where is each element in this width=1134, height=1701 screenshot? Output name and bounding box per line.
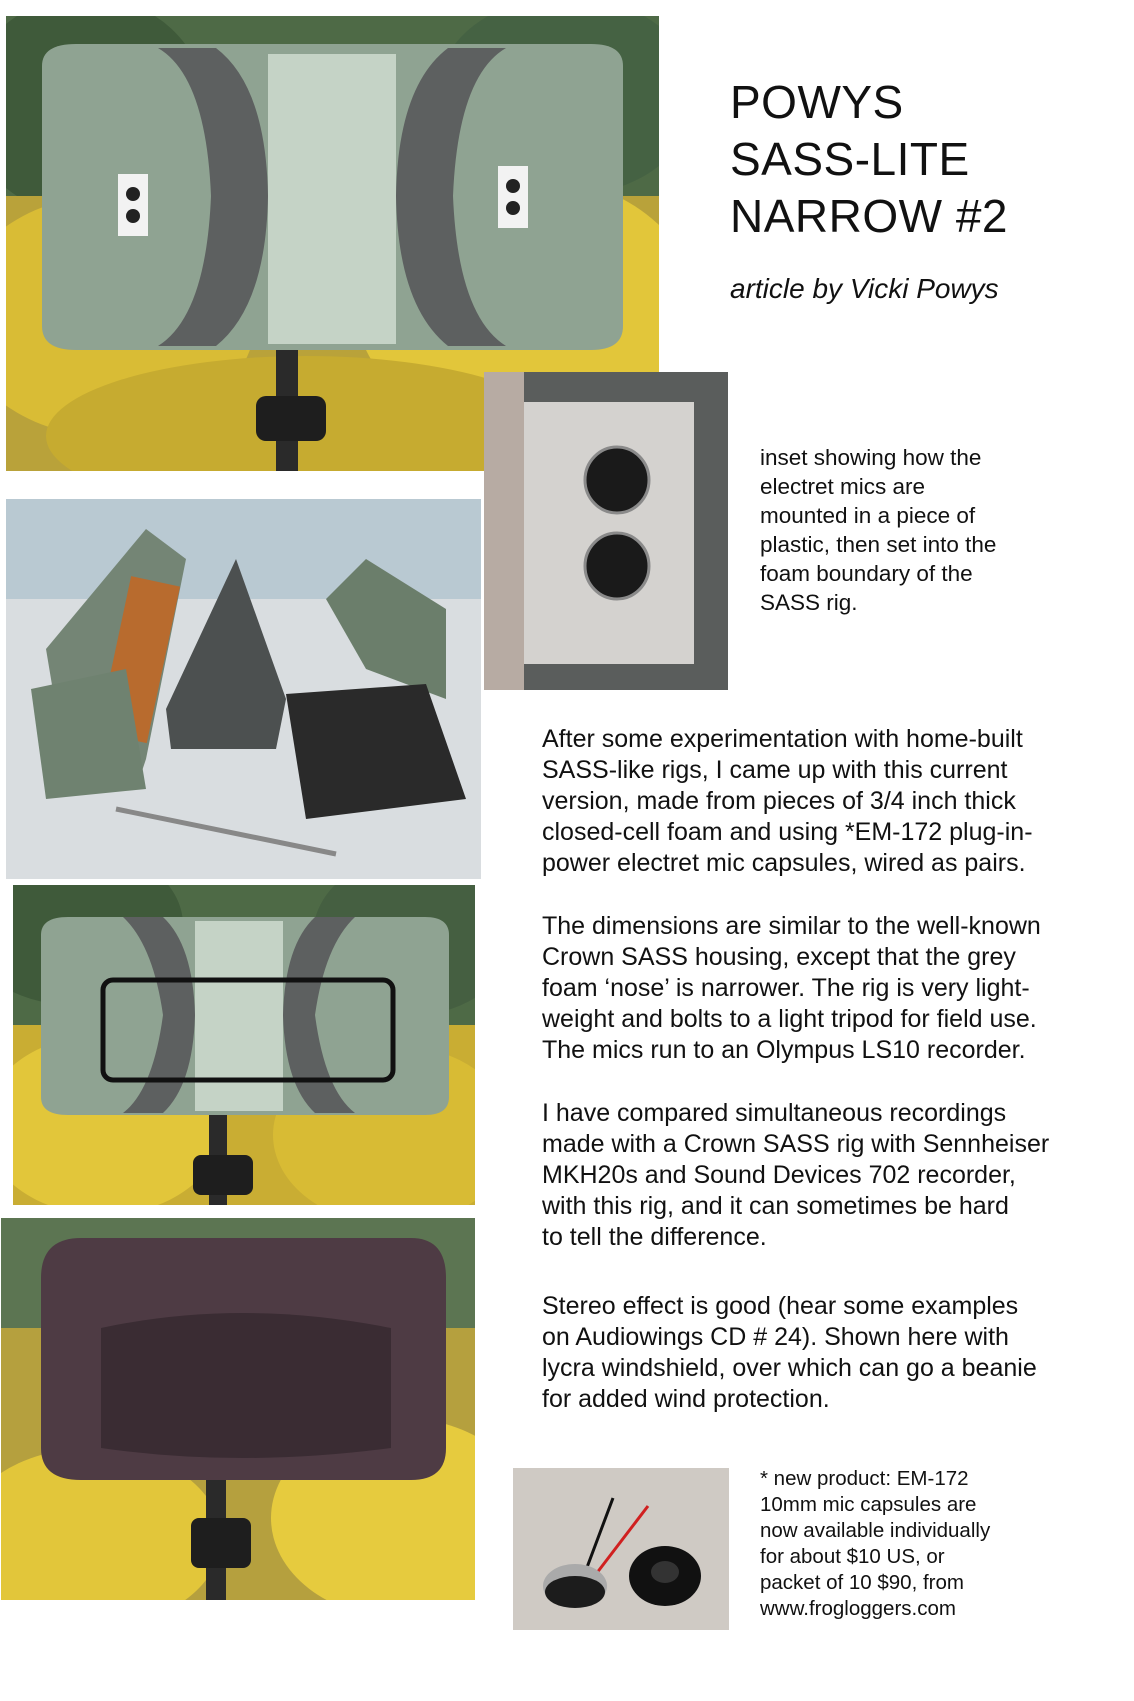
caption-line: foam boundary of the xyxy=(760,561,973,586)
paragraph-line: version, made from pieces of 3/4 inch thick xyxy=(542,787,1016,815)
byline: article by Vicki Powys xyxy=(730,273,999,304)
caption-line: SASS rig. xyxy=(760,590,858,615)
caption-line: mounted in a piece of xyxy=(760,503,976,528)
paragraph-line: power electret mic capsules, wired as pairs. xyxy=(542,849,1026,877)
paragraph-line: Crown SASS housing, except that the grey xyxy=(542,943,1016,971)
photo-em172-capsule xyxy=(513,1468,729,1630)
photo-rig-parts xyxy=(6,499,481,879)
caption-line: plastic, then set into the xyxy=(760,532,997,557)
paragraph-line: lycra windshield, over which can go a beanie xyxy=(542,1354,1037,1382)
caption-line: inset showing how the xyxy=(760,445,982,470)
paragraph-line: to tell the difference. xyxy=(542,1223,767,1251)
footnote-line: 10mm mic capsules are xyxy=(760,1493,977,1516)
paragraph-line: MKH20s and Sound Devices 702 recorder, xyxy=(542,1161,1016,1189)
page-title xyxy=(730,74,1110,245)
title-line-2: SASS-LITE xyxy=(730,133,970,185)
footnote-em172 xyxy=(760,1466,1090,1622)
title-line-3: NARROW #2 xyxy=(730,190,1008,242)
footnote-line: now available individually xyxy=(760,1519,991,1542)
footnote-line: * new product: EM-172 xyxy=(760,1467,969,1490)
paragraph-construction xyxy=(542,724,1102,879)
paragraph-line: weight and bolts to a light tripod for field use. xyxy=(542,1005,1037,1033)
photo-windshield xyxy=(1,1218,475,1600)
paragraph-line: with this rig, and it can sometimes be hard xyxy=(542,1192,1009,1220)
paragraph-line: made with a Crown SASS rig with Sennheiser xyxy=(542,1130,1050,1158)
inset-caption xyxy=(760,443,1060,617)
photo-rig-wire-frame xyxy=(13,885,475,1205)
paragraph-stereo xyxy=(542,1291,1102,1415)
paragraph-line: I have compared simultaneous recordings xyxy=(542,1099,1007,1127)
title-line-1: POWYS xyxy=(730,76,904,128)
paragraph-line: SASS-like rigs, I came up with this current xyxy=(542,756,1008,784)
paragraph-line: for added wind protection. xyxy=(542,1385,830,1413)
paragraph-line: Stereo effect is good (hear some examples xyxy=(542,1292,1019,1320)
paragraph-dimensions xyxy=(542,911,1102,1066)
photo-mic-inset xyxy=(484,372,728,690)
paragraph-line: After some experimentation with home-built xyxy=(542,725,1023,753)
paragraph-line: The mics run to an Olympus LS10 recorder. xyxy=(542,1036,1026,1064)
caption-line: electret mics are xyxy=(760,474,926,499)
paragraph-line: closed-cell foam and using *EM-172 plug-in- xyxy=(542,818,1033,846)
paragraph-line: on Audiowings CD # 24). Shown here with xyxy=(542,1323,1009,1351)
paragraph-comparison xyxy=(542,1098,1102,1253)
footnote-link[interactable]: www.frogloggers.com xyxy=(760,1597,956,1620)
paragraph-line: The dimensions are similar to the well-known xyxy=(542,912,1041,940)
footnote-line: for about $10 US, or xyxy=(760,1545,945,1568)
paragraph-line: foam ‘nose’ is narrower. The rig is very light- xyxy=(542,974,1030,1002)
footnote-line: packet of 10 $90, from xyxy=(760,1571,964,1594)
